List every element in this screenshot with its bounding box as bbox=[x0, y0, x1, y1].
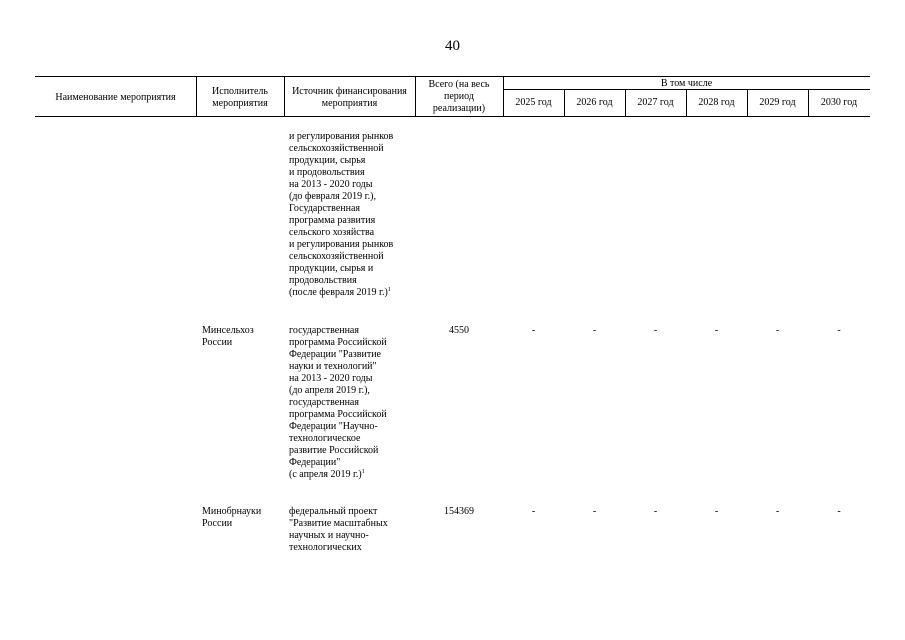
year-cell: - bbox=[592, 506, 597, 517]
funding-source-cell bbox=[289, 131, 419, 299]
page-number: 40 bbox=[445, 38, 460, 54]
year-cell: - bbox=[653, 506, 658, 517]
header-year-2030: 2030 год bbox=[820, 97, 858, 108]
col-divider bbox=[415, 76, 416, 116]
footnote-marker: 1 bbox=[361, 469, 365, 475]
year-cell: - bbox=[775, 506, 780, 517]
year-cell: - bbox=[653, 325, 658, 336]
footnote-marker: 1 bbox=[387, 287, 391, 293]
year-cell: - bbox=[837, 506, 841, 517]
header-year-2026: 2026 год bbox=[576, 97, 613, 108]
funding-source-cell bbox=[289, 506, 419, 554]
header-executor: Исполнитель мероприятия bbox=[212, 86, 268, 109]
header-total: Всего (на весь период реализации) bbox=[428, 79, 490, 114]
total-cell: 154369 bbox=[444, 506, 474, 517]
funding-source-text: государственная программа Российской Федерации "Развитие науки и технологий" на 2013 - 2020 годы (до апреля 2019 г.), государственная программа Российской Федерации "Научно- технологическое развитие Российской Федерации" (с апреля 2019 г.) bbox=[289, 325, 387, 480]
funding-source-text: федеральный проект "Развитие масштабных научных и научно- технологических bbox=[289, 506, 388, 553]
col-divider bbox=[196, 76, 197, 116]
header-year-2025: 2025 год bbox=[515, 97, 552, 108]
header-name: Наименование мероприятия bbox=[55, 92, 176, 103]
header-including: В том числе bbox=[660, 78, 713, 89]
year-cell: - bbox=[592, 325, 597, 336]
year-cell: - bbox=[714, 325, 719, 336]
total-cell: 4550 bbox=[449, 325, 469, 336]
year-cell: - bbox=[775, 325, 780, 336]
year-cell: - bbox=[714, 506, 719, 517]
header-year-2028: 2028 год bbox=[698, 97, 735, 108]
header-source: Источник финансирования мероприятия bbox=[292, 86, 407, 109]
executor-cell: Минобрнауки России bbox=[202, 506, 262, 529]
header-year-2029: 2029 год bbox=[759, 97, 796, 108]
executor-cell: Минсельхоз России bbox=[202, 325, 254, 348]
header-bottom-rule bbox=[35, 116, 870, 117]
year-cell: - bbox=[531, 325, 536, 336]
table-top-rule bbox=[35, 76, 870, 77]
year-cell: - bbox=[531, 506, 536, 517]
funding-source-cell bbox=[289, 325, 419, 481]
year-cell: - bbox=[837, 325, 841, 336]
funding-source-text: и регулирования рынков сельскохозяйственной продукции, сырья и продовольствия на 2013 - 2020 годы (до февраля 2019 г.), Государственная программа развития сельского хозяйства и регулирования рынков сельскохозяйственной продукции, сырья и продовольствия (после февраля 2019 г.) bbox=[289, 131, 394, 298]
col-divider bbox=[284, 76, 285, 116]
header-year-2027: 2027 год bbox=[637, 97, 674, 108]
